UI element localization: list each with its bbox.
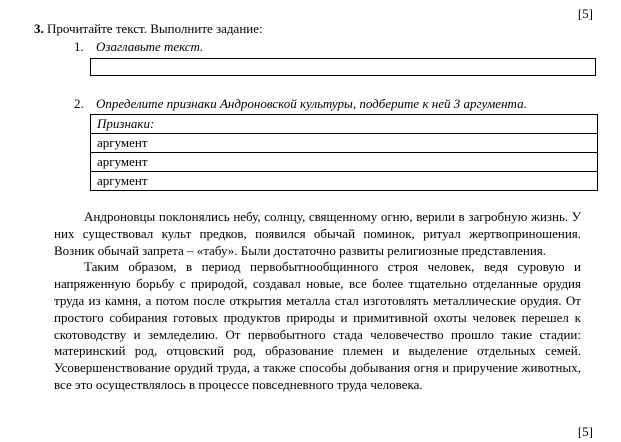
item-text: Озаглавьте текст. [96, 39, 204, 54]
argument-cell[interactable]: аргумент [91, 172, 598, 191]
task-instruction: Прочитайте текст. Выполните задание: [47, 21, 263, 36]
argument-cell[interactable]: аргумент [91, 134, 598, 153]
score-bottom: [5] [577, 424, 593, 439]
item-number: 2. [74, 96, 84, 111]
features-table [90, 114, 598, 191]
score-top: [5] [577, 6, 593, 21]
reading-passage [54, 209, 581, 394]
table-header-cell: Признаки: [91, 115, 598, 134]
task-number: 3. [34, 21, 44, 36]
item-number: 1. [74, 39, 84, 54]
item-text: Определите признаки Андроновской культуры, подберите к ней 3 аргумента. [96, 96, 527, 111]
passage-paragraph-2: Таким образом, в период первобытнообщинного строя человек, ведя суровую и напряженную борьбу с природой, создавал новые, все более тщательно отделанные орудия труда из камня, а потом после открытия металла стал изготовлять металлические орудия. От простого собирания готовых продуктов природы и примитивной охоты человек перешел к скотоводству и земледелию. От первобытного стада человечество прошло такие стадии: материнский род, отцовский род, образование племен и выделение отдельных семей. Усовершенствование орудий труда, а также способы добывания огня и приручение животных, все это осуществлялось в процессе повседневного труда человека. [54, 259, 581, 392]
passage-paragraph-1: Андроновцы поклонялись небу, солнцу, священному огню, верили в загробную жизнь. У них существовал культ предков, появился обычай поминок, ритуал жертвоприношения. Возник обычай запрета – «табу». Были достаточно развиты религиозные представления. [54, 209, 581, 258]
task-header [34, 21, 263, 37]
task-item-2 [74, 96, 527, 112]
title-answer-field[interactable] [90, 58, 596, 76]
task-item-1 [74, 39, 203, 55]
argument-cell[interactable]: аргумент [91, 153, 598, 172]
